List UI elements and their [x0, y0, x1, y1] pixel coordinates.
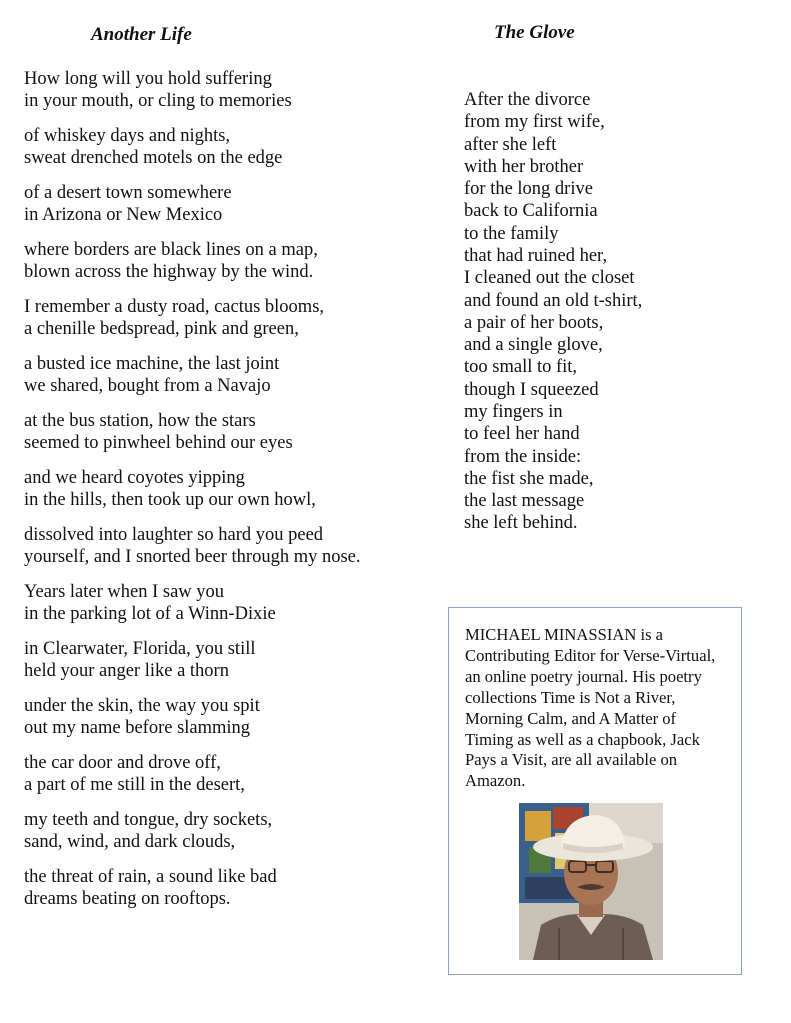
bio-line: Contributing Editor for Verse-Virtual,: [465, 645, 716, 665]
stanza: [24, 353, 424, 398]
stanza: [24, 809, 424, 854]
author-photo: [519, 803, 663, 960]
stanza: [24, 296, 424, 341]
stanza: [24, 125, 424, 170]
poem-line: for the long drive: [464, 179, 593, 200]
poem-line: a busted ice machine, the last joint: [24, 354, 280, 374]
poem-line: from my first wife,: [464, 112, 605, 133]
stanza: [24, 68, 424, 113]
poem-line: and a single glove,: [464, 335, 603, 356]
bio-line: Morning Calm, and A Matter of: [465, 708, 677, 728]
poem-line: After the divorce: [464, 90, 591, 110]
poem-line: out my name before slamming: [24, 718, 251, 739]
poem-line: after she left: [464, 134, 557, 155]
poem-line: with her brother: [464, 156, 584, 177]
poem-line: How long will you hold suffering: [24, 69, 272, 89]
bio-line: MICHAEL MINASSIAN is a: [465, 625, 664, 644]
poem-line: under the skin, the way you spit: [24, 696, 260, 716]
poem-line: in the parking lot of a Winn-Dixie: [24, 604, 276, 625]
poem-line: we shared, bought from a Navajo: [24, 376, 271, 397]
poem-line: too small to fit,: [464, 357, 578, 378]
poem-line: in your mouth, or cling to memories: [24, 91, 292, 112]
poem-line: the fist she made,: [464, 468, 594, 489]
poem-line: a part of me still in the desert,: [24, 775, 245, 796]
poem-line: of a desert town somewhere: [24, 183, 232, 203]
bio-line: an online poetry journal. His poetry: [465, 666, 702, 686]
poem-line: and found an old t-shirt,: [464, 290, 643, 311]
poem-line: held your anger like a thorn: [24, 661, 229, 682]
poem-line: from the inside:: [464, 446, 582, 467]
right-poem-title: The Glove: [494, 22, 575, 43]
bio-line: Pays a Visit, are all available on: [465, 750, 678, 770]
poem-line: in Clearwater, Florida, you still: [24, 639, 256, 659]
poem-line: yourself, and I snorted beer through my nose.: [24, 547, 361, 568]
poem-line: the threat of rain, a sound like bad: [24, 867, 277, 887]
poem-line: I cleaned out the closet: [464, 268, 635, 289]
bio-line: Timing as well as a chapbook, Jack: [465, 729, 700, 749]
poem-line: dreams beating on rooftops.: [24, 889, 231, 910]
poem-line: the last message: [464, 491, 585, 512]
author-portrait-icon: [519, 803, 663, 960]
poem-line: blown across the highway by the wind.: [24, 262, 314, 283]
poem-line: sweat drenched motels on the edge: [24, 148, 283, 169]
poem-line: where borders are black lines on a map,: [24, 240, 318, 260]
poem-line: dissolved into laughter so hard you peed: [24, 525, 324, 545]
poem-line: of whiskey days and nights,: [24, 126, 231, 146]
poem-line: and we heard coyotes yipping: [24, 468, 245, 488]
poem-line: she left behind.: [464, 513, 578, 534]
poem-line: seemed to pinwheel behind our eyes: [24, 433, 293, 454]
bio-line: Amazon.: [465, 771, 526, 791]
poem-line: back to California: [464, 201, 598, 222]
poem-line: in the hills, then took up our own howl,: [24, 490, 316, 511]
poem-line: a chenille bedspread, pink and green,: [24, 319, 299, 340]
author-bio-box: [448, 607, 742, 975]
poem-line: my teeth and tongue, dry sockets,: [24, 810, 273, 830]
stanza: [24, 239, 424, 284]
stanza: [24, 182, 424, 227]
poem-line: a pair of her boots,: [464, 312, 604, 333]
stanza: [24, 410, 424, 455]
poem-line: my fingers in: [464, 401, 563, 422]
poem-line: Years later when I saw you: [24, 582, 225, 602]
stanza: [24, 467, 424, 512]
stanza: [24, 866, 424, 911]
poem-line: I remember a dusty road, cactus blooms,: [24, 297, 325, 317]
stanza: [24, 524, 424, 569]
poem-line: sand, wind, and dark clouds,: [24, 832, 236, 853]
stanza: [24, 638, 424, 683]
poem-line: to the family: [464, 223, 559, 244]
author-bio-text: [465, 625, 741, 792]
stanza: [24, 581, 424, 626]
stanza: [24, 752, 424, 797]
poem-line: though I squeezed: [464, 379, 599, 400]
right-poem-body: [464, 89, 764, 535]
left-poem-body: [24, 68, 424, 923]
poem-line: in Arizona or New Mexico: [24, 205, 223, 226]
poem-line: to feel her hand: [464, 424, 580, 445]
poem-line: at the bus station, how the stars: [24, 411, 256, 431]
bio-line: collections Time is Not a River,: [465, 687, 676, 707]
poem-line: the car door and drove off,: [24, 753, 221, 773]
stanza: [24, 695, 424, 740]
poem-line: that had ruined her,: [464, 245, 608, 266]
left-poem-title: Another Life: [91, 24, 192, 45]
